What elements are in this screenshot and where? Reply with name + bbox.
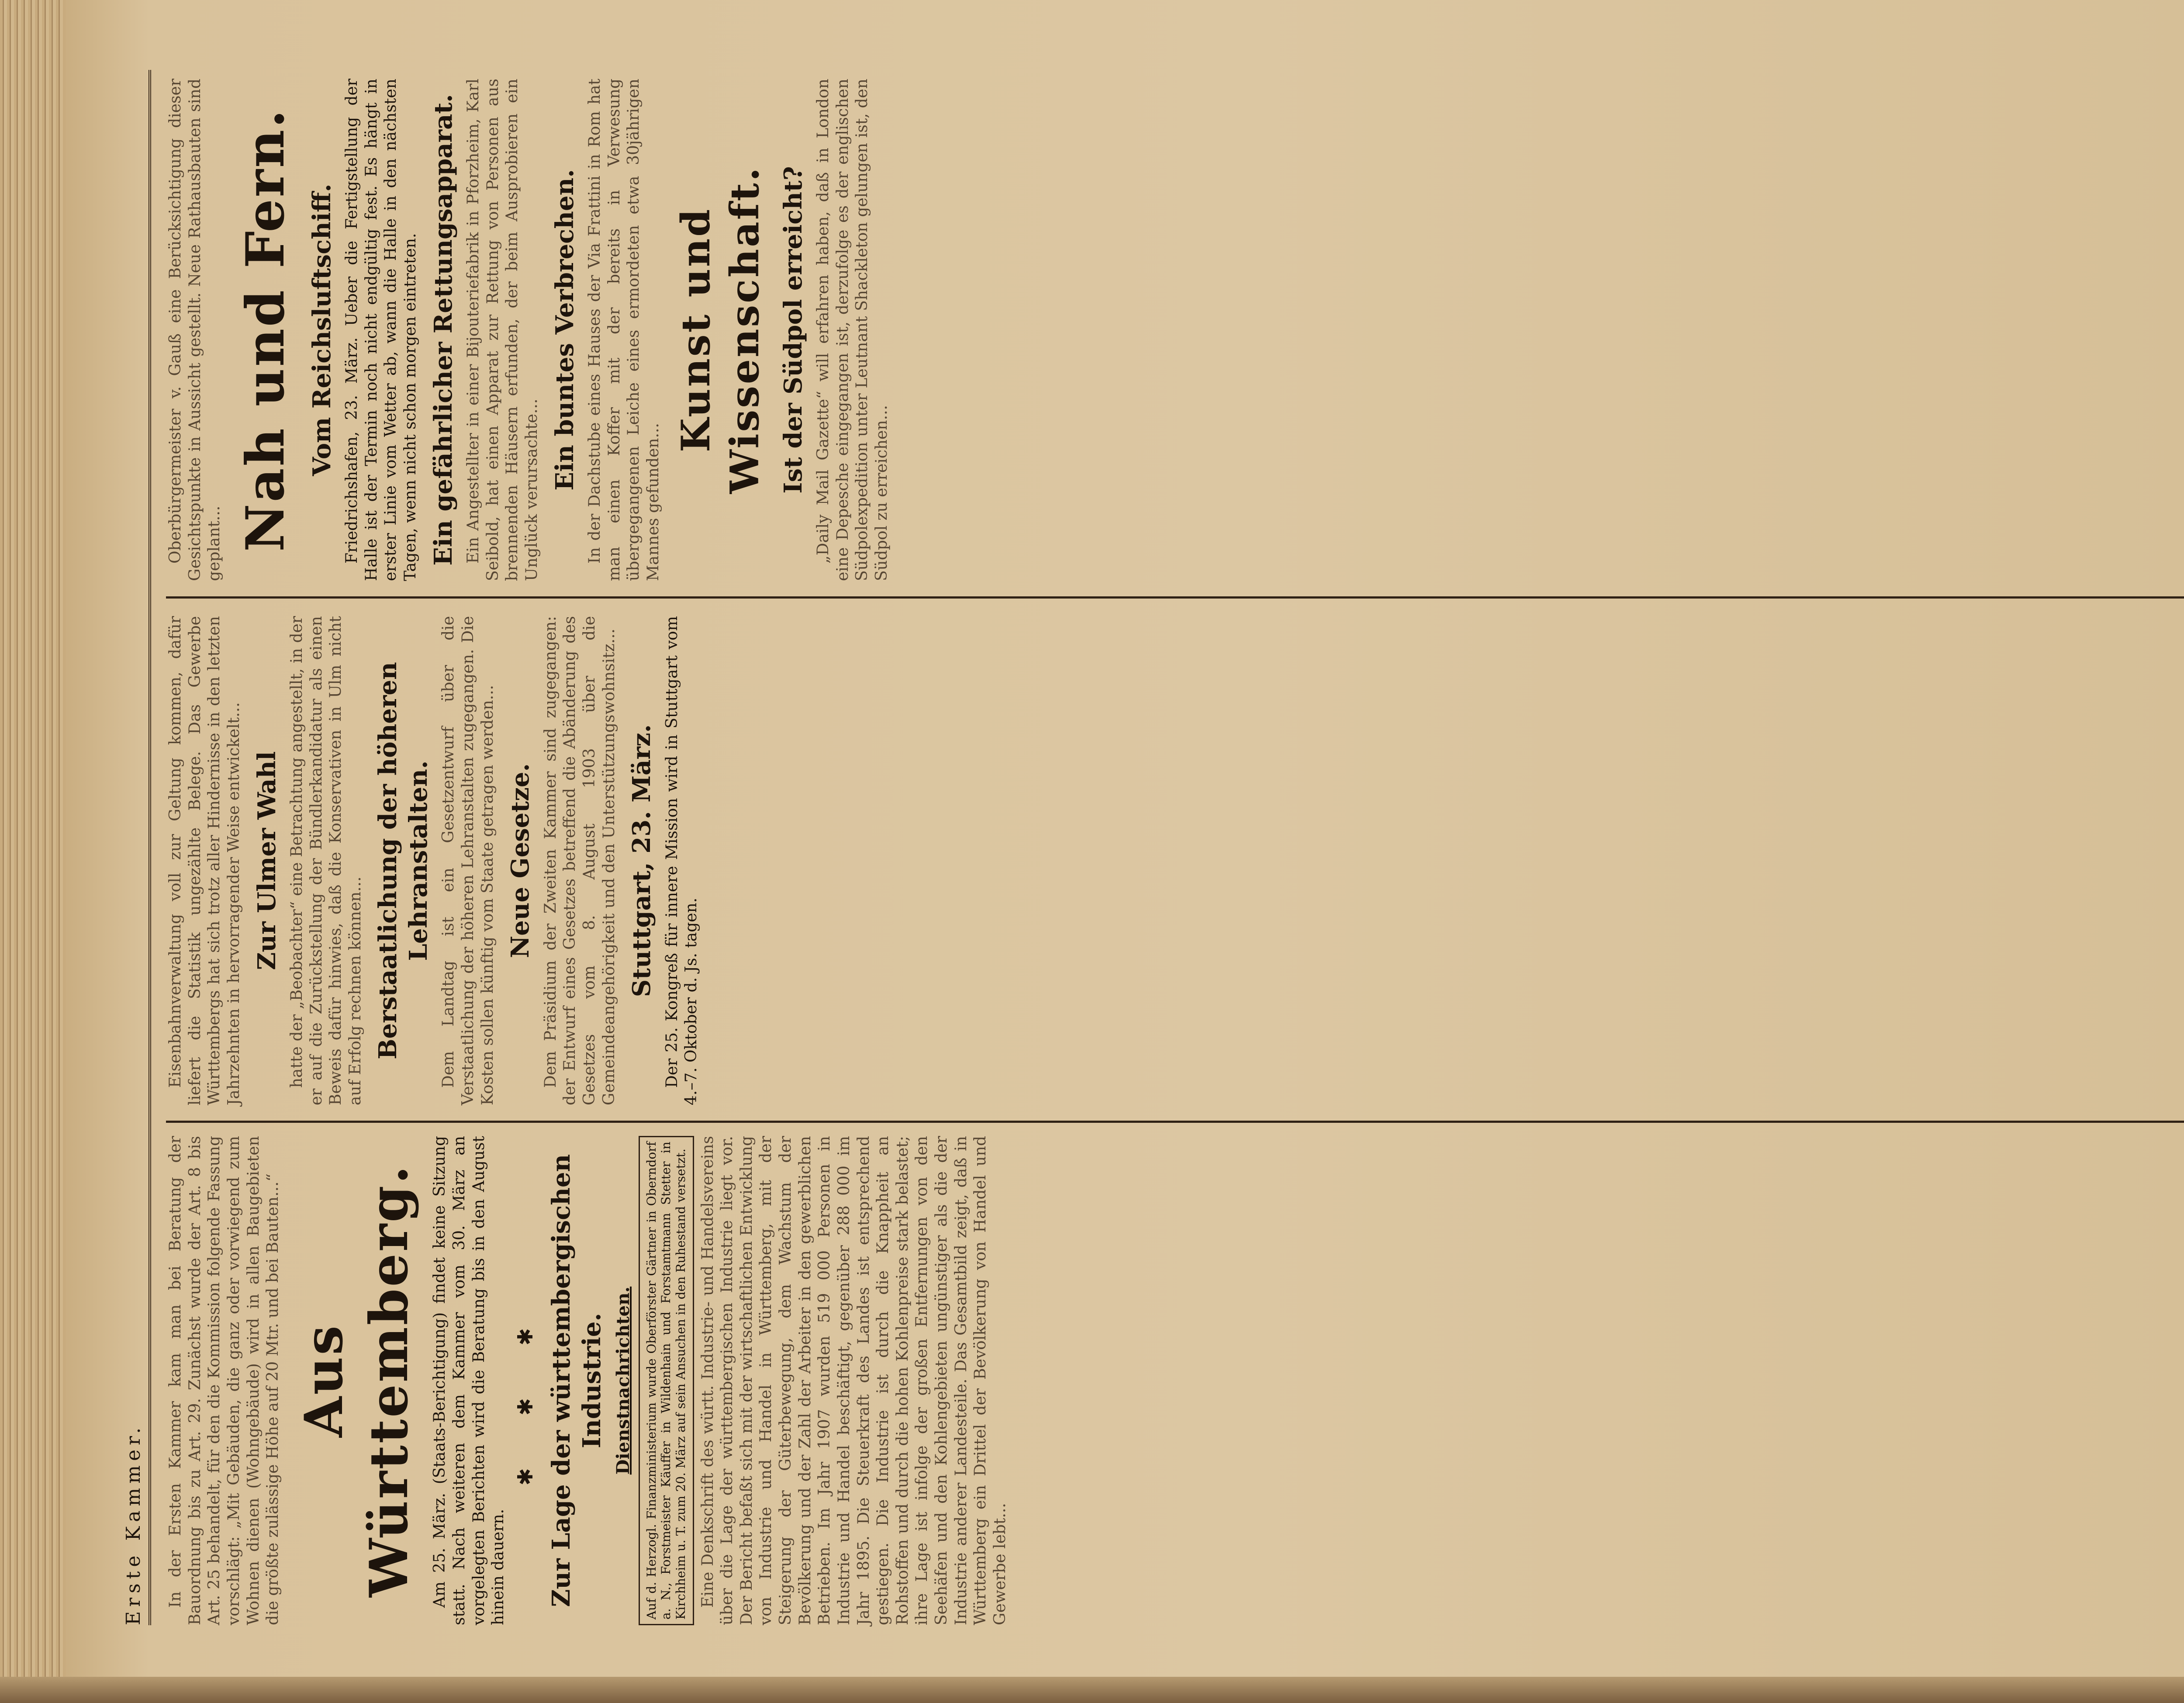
col1-headline: Aus Württemberg. [293,1164,420,1597]
running-head [118,70,151,1625]
col2-body-bottom: Dem Landtag ist ein Gesetzentwurf über die Verstaatlichung der höheren Lehranstalten zugegangen. Die Kosten sollen künftig vom Staate getragen werden... [439,616,497,1105]
column-1 [166,1136,1015,1625]
col3-body-2: Ein Angestellter in einer Bijouteriefabrik in Pforzheim, Karl Seibold, hat einen Apparat zur Rettung von Personen aus brennenden Häusern erfunden, der beim Ausprobieren ein Unglück verursachte... [464,79,541,581]
col3-headline-2: Kunst und Wissenschaft. [673,166,768,494]
col2-dateline: Stuttgart, 23. März. [627,724,657,997]
book-binding [0,0,66,1703]
col1-intro: In der Ersten Kammer kam man bei Beratung der Bauordnung bis zu Art. 29. Zunächst wurde der Art. 8 bis Art. 25 behandelt, für den die Kommission folgende Fassung vorschlägt: „Mit Gebäuden, die ganz oder vorwiegend zum Wohnen dienen (Wohngebäude) wird in allen Baugebieten die größte zulässige Höhe auf 20 Mtr. und bei Bauten...“ [166,1136,282,1625]
col3-subheading: Vom Reichsluftschiff. [307,183,336,476]
col1-subheading-2: Dienstnachrichten. [613,1286,634,1475]
col3-body-5: „Daily Mail Gazette“ will erfahren haben, daß in London eine Depesche eingegangen ist, derzufolge es der englischen Südpolexpedition unter Leutnant Shackleton gelungen ist, den Südpol zu erreichen... [814,79,891,581]
section-divider: ✱✱✱ [513,1275,538,1486]
column-2 [166,616,706,1105]
col2-subheading: Zur Ulmer Wahl [252,751,281,970]
column-rule-2 [166,596,2184,599]
col1-subheading: Zur Lage der württembergischen Industrie. [547,1154,606,1607]
col3-subheading-4: Ist der Südpol erreicht? [778,166,808,494]
col3-body-1: Friedrichshafen, 23. März. Ueber die Fertigstellung der Halle ist der Termin noch nicht endgültig fest. Es hängt in erster Linie vom Wetter ab, wann die Halle in den nächsten Tagen, wenn nicht schon morgen eintreten. [343,79,419,581]
col1-body: Eine Denkschrift des württ. Industrie- und Handelsvereins über die Lage der württembergischen Industrie liegt vor. Der Bericht befaßt sich mit der wirtschaftlichen Entwicklung von Industrie und Handel in Württemberg, mit der Steigerung der Güterbewegung, dem Wachstum der Bevölkerung und der Zahl der Arbeiter in den gewerblichen Betrieben. Im Jahr 1907 wurden 519 000 Personen in Industrie und Handel beschäftigt, gegenüber 288 000 im Jahr 1895. Die Steuerkraft des Landes ist entsprechend gestiegen. Die Industrie ist durch die Knappheit an Rohstoffen und durch die hohen Kohlenpreise stark belastet; ihre Lage ist infolge der großen Entfernungen von den Seehäfen und den Kohlengebieten ungünstiger als die der Industrie anderer Landesteile. Das Gesamtbild zeigt, daß in Württemberg ein Drittel der Bevölkerung von Handel und Gewerbe lebt... [698,1136,1009,1625]
col2-body-end: Dem Präsidium der Zweiten Kammer sind zugegangen: der Entwurf eines Gesetzes betreffend die Abänderung des Gesetzes vom 8. August 1903 über die Gemeindeangehörigkeit und den Unterstützungswohnsitz... [541,616,618,1105]
col3-body-3: In der Dachstube eines Hauses der Via Frattini in Rom hat man einen Koffer mit der bereits in Verwesung übergegangenen Leiche eines ermordeten etwa 30jährigen Mannes gefunden... [585,79,662,581]
col1-notice: Auf d. Herzogl. Finanzministerium wurde Oberförster Gärtner in Oberndorf a. N., Forstmeister Käuffer in Wildenhain und Forstamtmann Stetter in Kirchheim u. T. zum 20. März auf sein Ansuchen in den Ruhestand versetzt. [639,1136,694,1625]
col3-subheading-3: Ein buntes Verbrechen. [550,169,579,491]
page-bottom-edge [0,1677,2184,1703]
col2-subheading-3: Neue Gesetze. [506,763,535,959]
col3-headline: Nah und Fern. [234,108,296,552]
running-head-left: Erste Kammer. [122,1423,145,1625]
col1-date-para: Am 25. März. (Staats-Berichtigung) findet keine Sitzung statt. Nach weiteren dem Kammer vom 30. März an vorgelegten Berichten wird die Beratung bis in den August hinein dauern. [431,1136,508,1625]
col2-body-top: Eisenbahnverwaltung voll zur Geltung kommen, dafür liefert die Statistik ungezählte Belege. Das Gewerbe Württembergs hat sich trotz aller Hindernisse in den letzten Jahrzehnten in hervorragender Weise entwickelt... [166,616,243,1105]
newspaper-page [100,44,2184,1651]
column-rule-1 [166,1121,2184,1123]
col3-body-top: Oberbürgermeister v. Gauß eine Berücksichtigung dieser Gesichtspunkte in Aussicht gestellt. Neue Rathausbauten sind geplant... [166,79,224,581]
col2-body-mid: hatte der „Beobachter“ eine Betrachtung angestellt, in der er auf die Zurückstellung der Bündlerkandidatur als einen Beweis dafür hinwies, daß die Konservativen in Ulm nicht auf Erfolg rechnen können... [287,616,364,1105]
col2-dateline-body: Der 25. Kongreß für innere Mission wird in Stuttgart vom 4.–7. Oktober d. Js. tagen. [663,616,701,1105]
col3-subheading-2: Ein gefährlicher Rettungsapparat. [429,94,458,566]
column-3 [166,79,896,581]
col2-subheading-2: Berstaatlichung der höheren Lehranstalten. [373,662,433,1059]
